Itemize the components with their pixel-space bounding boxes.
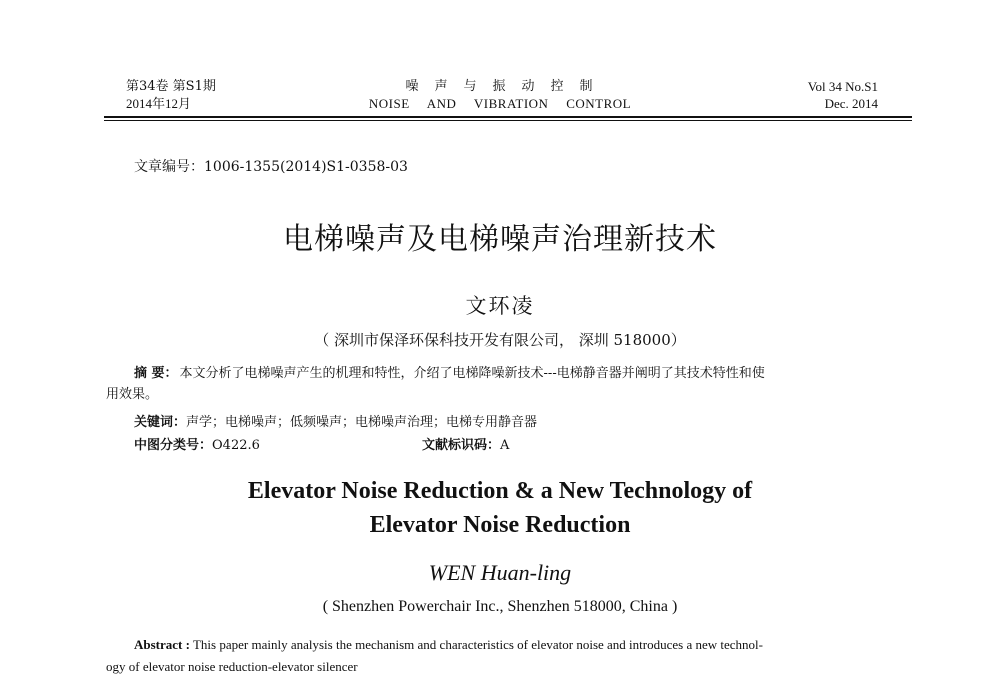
header-rule-thin [104,120,912,121]
publication-date-en: Dec. 2014 [824,96,878,111]
abstract-en [106,634,894,678]
header-rule-thick [104,116,912,118]
abstract-en-line1: This paper mainly analysis the mechanism and characteristics of elevator noise and introduces a new technol- [192,637,763,652]
paper-title-en [0,474,1000,542]
abstract-cn-line1: 本文分析了电梯噪声产生的机理和特性，介绍了电梯降噪新技术---电梯静音器并阐明了其技术特性和使 [179,366,765,381]
document-code-value: A [500,438,510,453]
header-left [126,78,216,112]
keywords-cn [134,411,537,430]
volume-issue-en: Vol 34 No.S1 [807,79,878,94]
abstract-en-line2: ogy of elevator noise reduction-elevator silencer [106,659,358,674]
document-code-label: 文献标识码： [422,438,501,453]
author-en: WEN Huan-ling [428,560,572,585]
abstract-cn-line2: 用效果。 [106,387,159,402]
publication-date-cn: 2014年12月 [126,96,192,111]
journal-name-cn: 噪声与振动控制 [405,79,609,94]
affiliation-en: ( Shenzhen Powerchair Inc., Shenzhen 518000, China ) [322,598,678,615]
classification-number [134,434,260,453]
document-code [422,434,509,453]
paper-title-cn: 电梯噪声及电梯噪声治理新技术 [283,222,717,257]
abstract-cn [106,363,894,405]
abstract-en-label: Abstract : [134,637,190,652]
author-cn: 文环凌 [465,294,535,318]
classification-label: 中图分类号： [134,438,213,453]
journal-name [340,78,660,112]
affiliation-cn: （ 深圳市保泽环保科技开发有限公司， 深圳 518000） [314,331,686,349]
volume-issue-cn: 第34卷 第S1期 [126,79,216,94]
keywords-cn-text: 声学；电梯噪声；低频噪声；电梯噪声治理；电梯专用静音器 [186,415,538,430]
keywords-cn-label: 关键词： [134,415,187,430]
abstract-cn-label: 摘 要： [134,366,178,381]
paper-title-en-line1: Elevator Noise Reduction & a New Technology of [247,478,753,504]
classification-value: O422.6 [212,438,260,453]
journal-name-en: NOISE AND VIBRATION CONTROL [368,96,632,111]
paper-title-en-line2: Elevator Noise Reduction [369,512,631,538]
article-number: 文章编号：1006-1355(2014)S1-0358-03 [134,159,408,175]
header-right [808,78,878,112]
